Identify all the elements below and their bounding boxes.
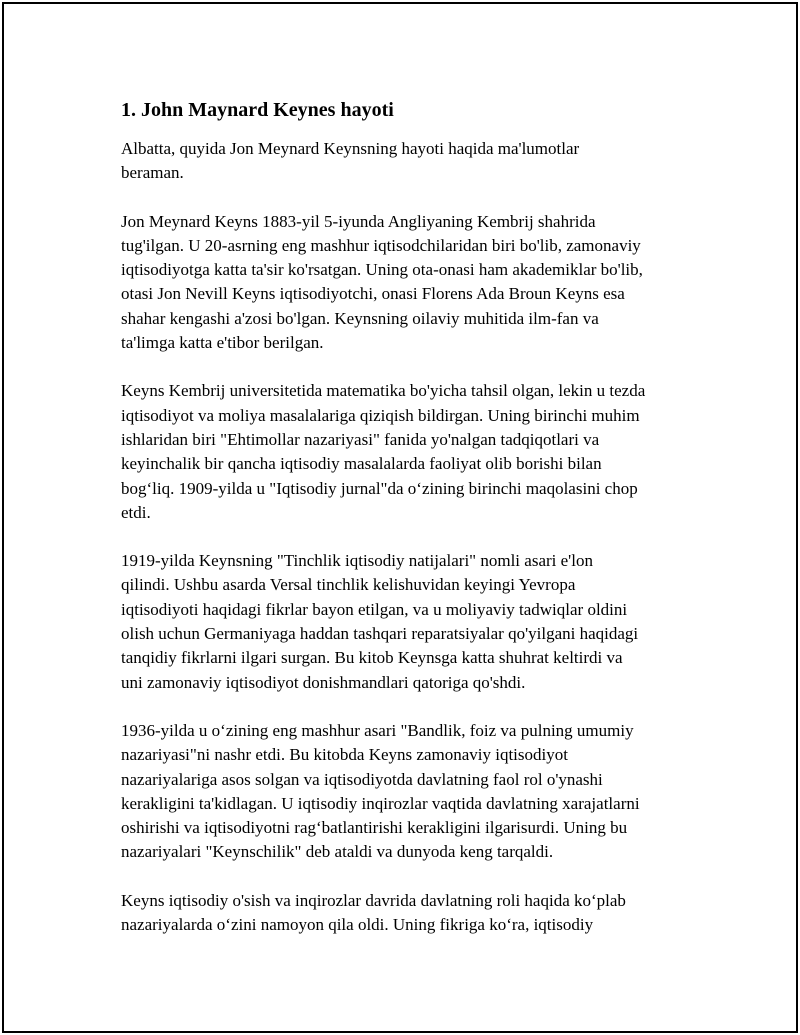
document-page (2, 2, 798, 1033)
text-line: oshirishi va iqtisodiyotni rag‘batlantirishi kerakligini ilgarisurdi. Uning bu (121, 818, 628, 838)
text-line: uni zamonaviy iqtisodiyot donishmandlari qatoriga qo'shdi. (121, 672, 526, 692)
text-line: keyinchalik bir qancha iqtisodiy masalalarda faoliyat olib borishi bilan (121, 454, 602, 474)
text-line: tanqidiy fikrlarni ilgari surgan. Bu kitob Keynsga katta shuhrat keltirdi va (121, 648, 623, 668)
text-line: 1919-yilda Keynsning "Tinchlik iqtisodiy natijalari" nomli asari e'lon (121, 551, 593, 571)
paragraph-1919 (121, 549, 701, 695)
text-line: otasi Jon Nevill Keyns iqtisodiyotchi, onasi Florens Ada Broun Keyns esa (121, 284, 625, 304)
document-heading: 1. John Maynard Keynes hayoti (121, 99, 394, 121)
paragraph-1936 (121, 719, 701, 865)
paragraph-role (121, 889, 701, 938)
text-line: nazariyalarda o‘zini namoyon qila oldi. Uning fikriga ko‘ra, iqtisodiy (121, 915, 594, 935)
text-line: shahar kengashi a'zosi bo'lgan. Keynsning oilaviy muhitida ilm-fan va (121, 308, 599, 328)
paragraph-intro (121, 137, 701, 186)
paragraph-birth (121, 210, 701, 356)
text-line: ta'limga katta e'tibor berilgan. (121, 333, 324, 353)
text-line: nazariyalariga asos solgan va iqtisodiyotda davlatning faol rol o'ynashi (121, 769, 603, 789)
text-line: olish uchun Germaniyaga haddan tashqari reparatsiyalar qo'yilgani haqidagi (121, 624, 639, 644)
text-line: bog‘liq. 1909-yilda u "Iqtisodiy jurnal"da o‘zining birinchi maqolasini chop (121, 478, 638, 498)
text-line: tug'ilgan. U 20-asrning eng mashhur iqtisodchilaridan biri bo'lib, zamonaviy (121, 235, 641, 255)
paragraph-education (121, 379, 701, 525)
text-line: nazariyalari "Keynschilik" deb ataldi va dunyoda keng tarqaldi. (121, 842, 554, 862)
text-line: qilindi. Ushbu asarda Versal tinchlik kelishuvidan keyingi Yevropa (121, 575, 576, 595)
text-line: etdi. (121, 502, 151, 522)
text-line: ishlaridan biri "Ehtimollar nazariyasi" fanida yo'nalgan tadqiqotlari va (121, 429, 600, 449)
text-line: beraman. (121, 163, 184, 183)
document-body (121, 97, 701, 961)
text-line: Albatta, quyida Jon Meynard Keynsning hayoti haqida ma'lumotlar (121, 139, 580, 158)
text-line: iqtisodiyotga katta ta'sir ko'rsatgan. Uning ota-onasi ham akademiklar bo'lib, (121, 260, 643, 280)
text-line: Jon Meynard Keyns 1883-yil 5-iyunda Angliyaning Kembrij shahrida (121, 211, 596, 231)
text-line: Keyns iqtisodiy o'sish va inqirozlar davrida davlatning roli haqida ko‘plab (121, 890, 626, 910)
text-line: nazariyasi"ni nashr etdi. Bu kitobda Keyns zamonaviy iqtisodiyot (121, 745, 568, 765)
text-line: iqtisodiyot va moliya masalalariga qiziqish bildirgan. Uning birinchi muhim (121, 405, 640, 425)
text-line: Keyns Kembrij universitetida matematika bo'yicha tahsil olgan, lekin u tezda (121, 381, 646, 401)
text-line: 1936-yilda u o‘zining eng mashhur asari "Bandlik, foiz va pulning umumiy (121, 720, 634, 740)
text-line: iqtisodiyoti haqidagi fikrlar bayon etilgan, va u moliyaviy tadwiqlar oldini (121, 599, 628, 619)
text-line: kerakligini ta'kidlagan. U iqtisodiy inqirozlar vaqtida davlatning xarajatlarni (121, 793, 640, 813)
